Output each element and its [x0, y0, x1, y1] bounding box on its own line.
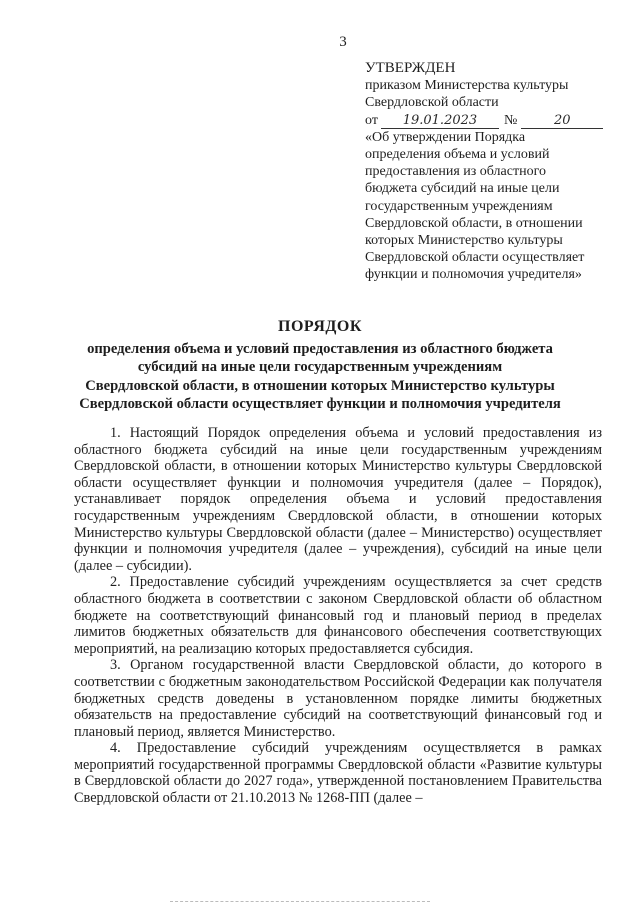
order-title-line: Свердловской области, в отношении	[365, 215, 583, 231]
approval-block	[365, 60, 605, 284]
document-title: ПОРЯДОК	[278, 318, 362, 335]
approval-date-line	[365, 112, 605, 129]
order-title-line: «Об утверждении Порядка	[365, 129, 526, 145]
handwritten-date: 19.01.2023	[381, 113, 499, 129]
order-title-line: функции и полномочия учредителя»	[365, 267, 582, 283]
subtitle-line: определения объема и условий предоставления из областного бюджета	[87, 341, 553, 357]
document-body	[74, 425, 602, 807]
approved-label: УТВЕРЖДЕН	[365, 60, 456, 76]
order-title-line: государственным учреждениям	[365, 198, 553, 214]
paragraph: 1. Настоящий Порядок определения объема и условий предоставления из областного бюджета субсидий на иные цели государственным учреждениям Свердловской области, в отношении которых Министерство культуры Свердловской области осуществляет функции и полномочия учредителя (далее – Порядок), устанавливает порядок определения объема и условий предоставления государственным учреждениям Свердловской области, в отношении которых Министерство культуры Свердловской области (далее – Министерство) осуществляет функции и полномочия учредителя (далее – учреждения), субсидий на иные цели (далее – субсидии).	[74, 425, 602, 574]
order-title-line: которых Министерство культуры	[365, 233, 563, 249]
order-title-line: определения объема и условий	[365, 147, 550, 163]
order-title-line: бюджета субсидий на иные цели	[365, 181, 560, 197]
paragraph: 2. Предоставление субсидий учреждениям осуществляется за счет средств областного бюджета в соответствии с законом Свердловской области об областном бюджете на соответствующий финансовый год и плановый период в пределах лимитов бюджетных обязательств для финансового обеспечения соответствующих мероприятий, на реализацию которых предоставляется субсидия.	[74, 574, 602, 657]
subtitle-line: Свердловской области, в отношении которых Министерство культуры	[85, 377, 555, 394]
order-title-line: предоставления из областного	[365, 164, 546, 180]
approval-line: приказом Министерства культуры	[365, 78, 569, 94]
date-prefix: от	[365, 112, 378, 128]
paragraph: 4. Предоставление субсидий учреждениям осуществляется в рамках мероприятий государственной программы Свердловской области «Развитие культуры в Свердловской области до 2027 года», утвержденной постановлением Правительства Свердловской области от 21.10.2013 № 1268-ПП (далее –	[74, 740, 602, 807]
page-number: 3	[339, 34, 347, 50]
approval-line: Свердловской области	[365, 95, 499, 111]
paragraph: 3. Органом государственной власти Свердловской области, до которого в соответствии с бюджетным законодательством Российской Федерации как получателя бюджетных средств доведены в установленном порядке лимиты бюджетных обязательств на предоставление субсидий на соответствующий финансовый год и плановый период, является Министерство.	[74, 657, 602, 740]
handwritten-number: 20	[521, 113, 603, 129]
subtitle-line: Свердловской области осуществляет функции и полномочия учредителя	[79, 395, 561, 412]
order-title-line: Свердловской области осуществляет	[365, 250, 585, 266]
page-bottom-edge	[170, 901, 430, 903]
document-subtitle	[40, 340, 600, 413]
number-prefix: №	[503, 112, 518, 128]
subtitle-line: субсидий на иные цели государственным учреждениям	[137, 359, 503, 376]
